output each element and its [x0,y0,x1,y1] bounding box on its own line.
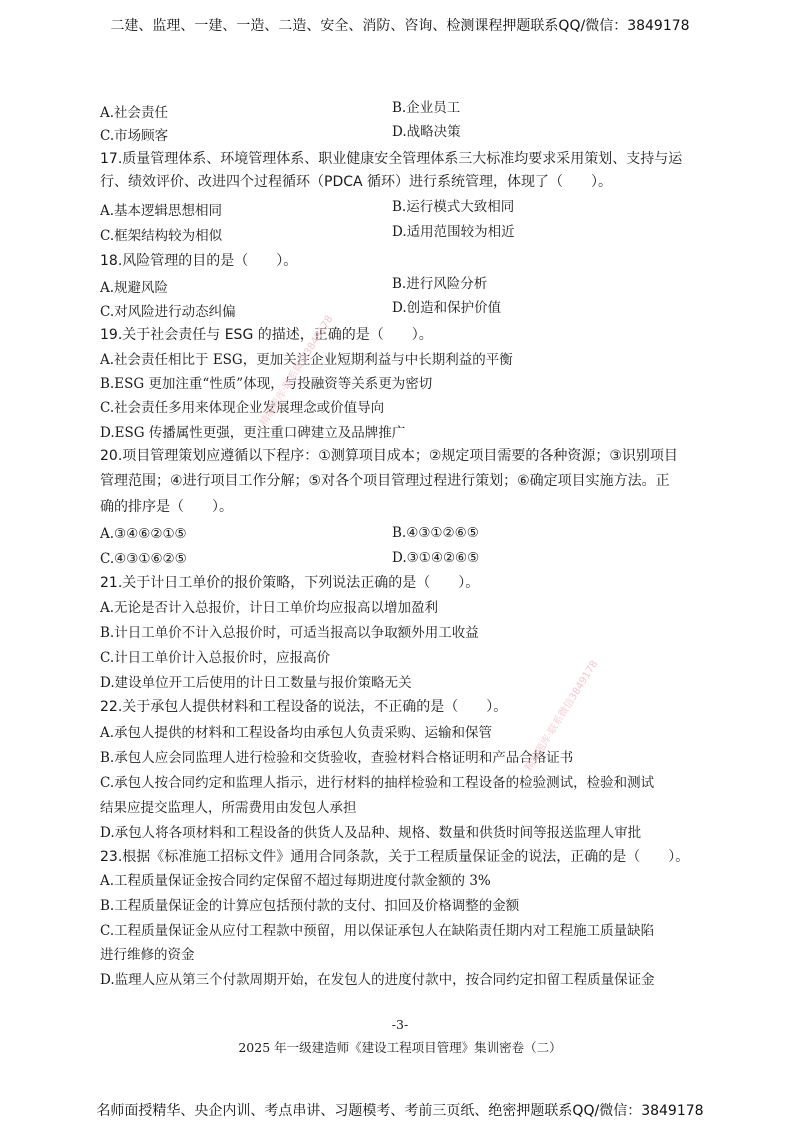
watermark-left: 精编题库·联系微信3849178 [258,313,336,428]
q18-option-d: D.创造和保护价值 [392,300,502,316]
q17-option-c: C.框架结构较为相似 [100,228,223,244]
q20-stem-line1: 20.项目管理策划应遵循以下程序：①测算项目成本；②规定项目需要的各种资源；③识别项目 [100,448,678,464]
q21-option-b: B.计日工单价不计入总报价时，可适当报高以争取额外用工收益 [100,625,479,641]
footer-banner: 名师面授精华、央企内训、考点串讲、习题模考、考前三页纸、绝密押题联系QQ/微信：3849178 [96,1103,704,1119]
q17-stem-line2: 行、绩效评价、改进四个过程循环（PDCA 循环）进行系统管理，体现了（ ）。 [100,174,613,190]
q21-stem: 21.关于计日工单价的报价策略，下列说法正确的是（ ）。 [100,575,480,591]
q16-option-b: B.企业员工 [392,100,461,116]
q23-stem: 23.根据《标准施工招标文件》通用合同条款，关于工程质量保证金的说法，正确的是（ ）。 [100,849,690,865]
q23-option-c-line2: 进行维修的资金 [100,947,195,963]
q16-option-c: C.市场顾客 [100,128,169,144]
q19-option-a: A.社会责任相比于 ESG，更加关注企业短期利益与中长期利益的平衡 [100,352,513,368]
q23-option-b: B.工程质量保证金的计算应包括预付款的支付、扣回及价格调整的金额 [100,898,520,914]
q21-option-a: A.无论是否计入总报价，计日工单价均应报高以增加盈利 [100,600,439,616]
q23-option-a: A.工程质量保证金按合同约定保留不超过每期进度付款金额的 3% [100,873,491,889]
q17-option-a: A.基本逻辑思想相同 [100,203,223,219]
q16-option-a: A.社会责任 [100,105,169,121]
header-banner: 二建、监理、一建、一造、二造、安全、消防、咨询、检测课程押题联系QQ/微信：3849178 [110,18,690,34]
q19-stem: 19.关于社会责任与 ESG 的描述，正确的是（ ）。 [100,327,433,343]
page-number: -3- [391,1017,409,1032]
q20-option-d: D.③①④②⑥⑤ [392,550,480,566]
q18-stem: 18.风险管理的目的是（ ）。 [100,253,298,269]
q22-option-b: B.承包人应会同监理人进行检验和交货验收，查验材料合格证明和产品合格证书 [100,750,574,766]
q22-option-d: D.承包人将各项材料和工程设备的供货人及品种、规格、数量和供货时间等报送监理人审批 [100,825,642,841]
q22-option-c-line1: C.承包人按合同约定和监理人指示，进行材料的抽样检验和工程设备的检验测试，检验和测试 [100,775,655,791]
q22-option-c-line2: 结果应提交监理人，所需费用由发包人承担 [100,800,357,816]
q21-option-c: C.计日工单价计入总报价时，应报高价 [100,650,331,666]
q17-option-b: B.运行模式大致相同 [392,199,515,215]
q20-option-c: C.④③①⑥②⑤ [100,551,187,567]
q19-option-d: D.ESG 传播属性更强，更注重口碑建立及品牌推广 [100,425,406,441]
q19-option-c: C.社会责任多用来体现企业发展理念或价值导向 [100,400,385,416]
q18-option-a: A.规避风险 [100,280,169,296]
q20-option-b: B.④③①②⑥⑤ [392,525,479,541]
q20-stem-line3: 确的排序是（ ）。 [100,499,233,515]
q20-option-a: A.③④⑥②①⑤ [100,526,187,542]
watermark-right: 精编题库·联系微信3849178 [523,658,601,773]
q18-option-b: B.进行风险分析 [392,276,488,292]
q18-option-c: C.对风险进行动态纠偏 [100,304,236,320]
q23-option-c-line1: C.工程质量保证金从应付工程款中预留，用以保证承包人在缺陷责任期内对工程施工质量缺陷 [100,923,655,939]
page-footer: 2025 年一级建造师《建设工程项目管理》集训密卷（二） [238,1040,562,1055]
q20-stem-line2: 管理范围；④进行项目工作分解；⑤对各个项目管理过程进行策划；⑥确定项目实施方法。正 [100,473,670,489]
q16-option-d: D.战略决策 [392,124,461,140]
q21-option-d: D.建设单位开工后使用的计日工数量与报价策略无关 [100,675,412,691]
q17-option-d: D.适用范围较为相近 [392,224,515,240]
q17-stem-line1: 17.质量管理体系、环境管理体系、职业健康安全管理体系三大标准均要求采用策划、支持与运 [100,151,683,167]
q23-option-d: D.监理人应从第三个付款周期开始，在发包人的进度付款中，按合同约定扣留工程质量保证金 [100,972,655,988]
q22-option-a: A.承包人提供的材料和工程设备均由承包人负责采购、运输和保管 [100,725,493,741]
q19-option-b: B.ESG 更加注重“性质”体现，与投融资等关系更为密切 [100,376,433,392]
q22-stem: 22.关于承包人提供材料和工程设备的说法，不正确的是（ ）。 [100,699,508,715]
